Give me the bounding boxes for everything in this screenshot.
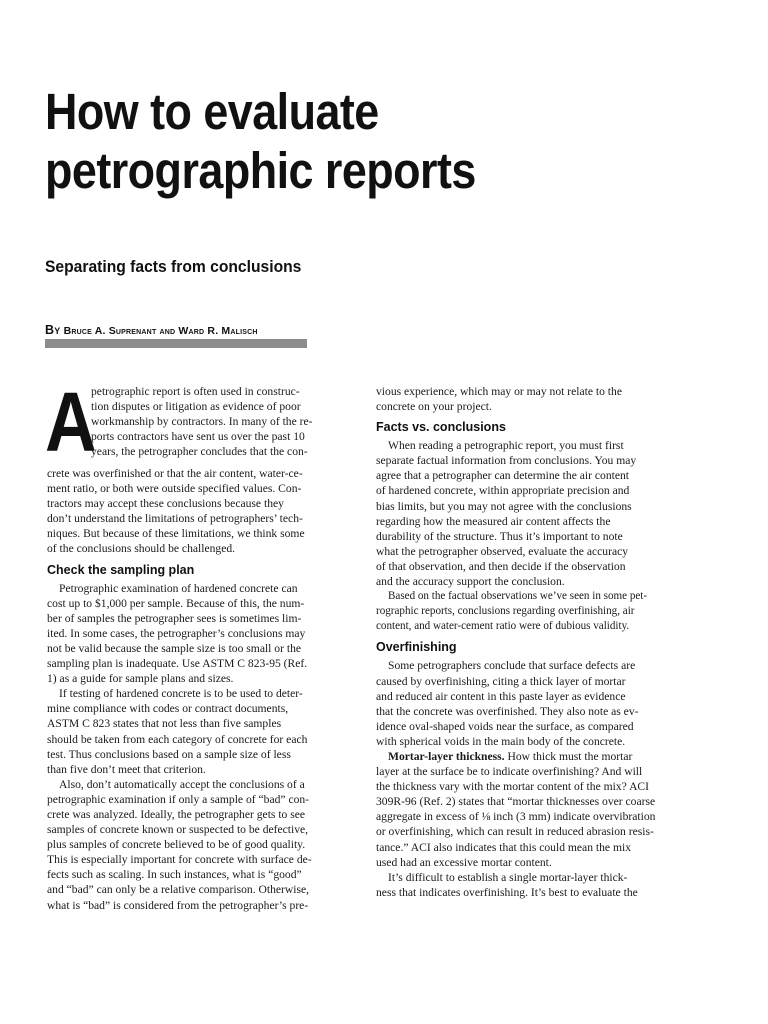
text-line: test. Thus conclusions based on a sample size of less bbox=[47, 747, 291, 761]
text-line: the thickness vary with the mortar content of the mix? ACI bbox=[376, 780, 650, 794]
text-line: rographic reports, conclusions regarding overfinishing, air bbox=[376, 605, 635, 618]
title-line-2: petrographic reports bbox=[45, 142, 476, 199]
run-in-heading: Mortar-layer thickness. bbox=[388, 749, 505, 763]
text-line: layer at the surface be to indicate overfinishing? And will bbox=[376, 765, 643, 779]
text-line: petrographic examination if only a sample of “bad” con- bbox=[47, 792, 310, 806]
text-line: niques. But because of these limitations, we think some bbox=[47, 527, 305, 541]
text-line: If testing of hardened concrete is to be used to deter- bbox=[59, 687, 303, 701]
text-line: content, and water-cement ratio were of dubious validity. bbox=[376, 620, 630, 633]
paragraph-facts-1 bbox=[376, 438, 674, 589]
text-span: How thick must the mortar bbox=[504, 749, 633, 763]
text-line: aggregate in excess of ⅛ inch (3 mm) indicate overvibration bbox=[376, 810, 656, 824]
paragraph-sampling-3 bbox=[47, 777, 345, 913]
paragraph-last bbox=[376, 870, 674, 900]
text-line: and reduced air content in this paste layer as evidence bbox=[376, 689, 626, 703]
article-title bbox=[45, 82, 652, 200]
paragraph-sampling-1 bbox=[47, 581, 345, 687]
text-line: Some petrographers conclude that surface defects are bbox=[388, 659, 636, 673]
text-line: of hardened concrete, within appropriate precision and bbox=[376, 484, 630, 498]
text-line: what is “bad” is considered from the petrographer’s pre- bbox=[47, 898, 309, 912]
text-line: When reading a petrographic report, you must first bbox=[388, 439, 624, 453]
text-line: should be taken from each category of concrete for each bbox=[47, 732, 308, 746]
text-line: used had an excessive mortar content. bbox=[376, 855, 552, 869]
text-line: sampling plan is inadequate. Use ASTM C 823-95 (Ref. bbox=[47, 657, 308, 671]
byline-authors: Bruce A. Suprenant and Ward R. Malisch bbox=[63, 325, 258, 337]
text-line: petrographic report is often used in construc- bbox=[91, 385, 300, 398]
text-line: workmanship by contractors. In many of the re- bbox=[91, 415, 313, 429]
text-line: of the conclusions should be challenged. bbox=[47, 542, 236, 556]
text-line: don’t understand the limitations of petrographers’ tech- bbox=[47, 512, 303, 526]
text-line: bias limits, but you may not agree with the conclusions bbox=[376, 499, 632, 513]
text-line: caused by overfinishing, citing a thick layer of mortar bbox=[376, 674, 626, 688]
paragraph-facts-2 bbox=[376, 589, 674, 634]
text-line: what the petrographer observed, evaluate the accuracy bbox=[376, 544, 629, 558]
text-line: years, the petrographer concludes that the con- bbox=[91, 445, 308, 459]
text-line: ness that indicates overfinishing. It’s best to evaluate the bbox=[376, 885, 638, 899]
text-line bbox=[376, 749, 674, 764]
text-line: vious experience, which may or may not relate to the bbox=[376, 385, 622, 398]
text-line: and “bad” can only be a relative comparison. Otherwise, bbox=[47, 883, 310, 897]
text-line: crete was analyzed. Ideally, the petrographer gets to see bbox=[47, 807, 306, 821]
heading-facts-vs-conclusions: Facts vs. conclusions bbox=[376, 420, 506, 435]
text-line: concrete on your project. bbox=[376, 400, 492, 414]
text-line: samples of concrete known or suspected to be defective, bbox=[47, 823, 309, 837]
text-line: of that observation, and then decide if the observation bbox=[376, 559, 626, 573]
text-line: This is especially important for concrete with surface de- bbox=[47, 853, 312, 867]
text-line: ber of samples the petrographer sees is sometimes lim- bbox=[47, 611, 302, 625]
text-line: tion disputes or litigation as evidence of poor bbox=[91, 400, 301, 414]
text-line: ment ratio, or both were outside specified values. Con- bbox=[47, 482, 302, 496]
text-line: plus samples of concrete believed to be of good quality. bbox=[47, 838, 306, 852]
article-subtitle: Separating facts from conclusions bbox=[45, 257, 302, 276]
text-line: regarding how the measured air content affects the bbox=[376, 514, 611, 528]
text-line: with spherical voids in the main body of the concrete. bbox=[376, 734, 626, 748]
text-line: than five don’t meet that criterion. bbox=[47, 762, 206, 776]
text-line: idence oval-shaped voids near the surface, as compared bbox=[376, 719, 634, 733]
text-line: separate factual information from conclusions. You may bbox=[376, 454, 637, 468]
paragraph-sampling-2 bbox=[47, 686, 345, 777]
paragraph-overfinishing-1 bbox=[376, 658, 674, 749]
text-line: tractors may accept these conclusions because they bbox=[47, 497, 284, 511]
left-column bbox=[45, 375, 345, 913]
byline bbox=[45, 323, 258, 338]
text-line: 1) as a guide for sample plans and sizes. bbox=[47, 672, 234, 686]
text-line: Petrographic examination of hardened concrete can bbox=[59, 581, 298, 595]
text-line: ited. In some cases, the petrographer’s conclusions may bbox=[47, 626, 306, 640]
text-line: durability of the structure. Thus it’s important to note bbox=[376, 529, 623, 543]
paragraph-mortar-layer bbox=[376, 749, 674, 870]
byline-prefix: By bbox=[45, 323, 61, 337]
text-line: and the accuracy support the conclusion. bbox=[376, 575, 565, 589]
intro-continued bbox=[47, 466, 345, 557]
text-line: fects such as scaling. In such instances, what is “good” bbox=[47, 868, 302, 882]
text-line: agree that a petrographer can determine the air content bbox=[376, 469, 629, 483]
heading-overfinishing: Overfinishing bbox=[376, 640, 457, 655]
text-line: tance.” ACI also indicates that this could mean the mix bbox=[376, 840, 631, 854]
byline-rule bbox=[45, 339, 307, 348]
title-line-1: How to evaluate bbox=[45, 83, 379, 140]
text-line: Based on the factual observations we’ve seen in some pet- bbox=[388, 590, 648, 603]
text-line: ports contractors have sent us over the past 10 bbox=[91, 430, 305, 444]
drop-cap: A bbox=[45, 375, 97, 469]
text-line: that the concrete was overfinished. They also note as ev- bbox=[376, 704, 639, 718]
heading-sampling-plan: Check the sampling plan bbox=[47, 562, 195, 577]
text-line: ASTM C 823 states that not less than five samples bbox=[47, 717, 282, 731]
paragraph-continued bbox=[376, 384, 674, 414]
text-line: It’s difficult to establish a single mortar-layer thick- bbox=[388, 870, 628, 884]
text-line: crete was overfinished or that the air content, water-ce- bbox=[47, 467, 303, 480]
text-line: Also, don’t automatically accept the conclusions of a bbox=[59, 777, 305, 791]
right-column bbox=[376, 384, 674, 900]
text-line: cost up to $1,000 per sample. Because of this, the num- bbox=[47, 596, 305, 610]
text-line: not be valid because the sample size is too small or the bbox=[47, 641, 302, 655]
text-line: or overfinishing, which can result in reduced abrasion resis- bbox=[376, 825, 654, 839]
text-line: 309R-96 (Ref. 2) states that “mortar thicknesses over coarse bbox=[376, 795, 656, 809]
text-line: mine compliance with codes or contract documents, bbox=[47, 702, 289, 716]
